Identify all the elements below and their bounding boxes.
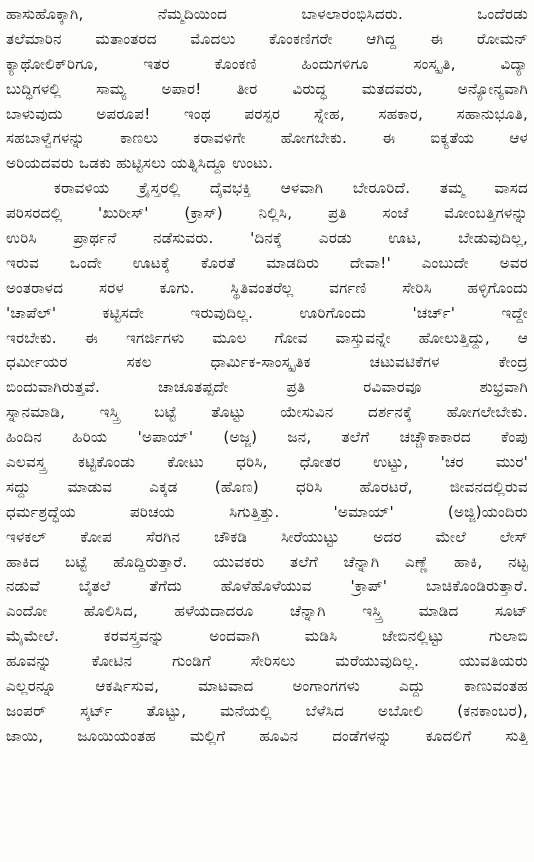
paragraph-2-line-1: ಕರಾವಳಿಯ ಕ್ರೈಸ್ತರಲ್ಲಿ ದೈವಭಕ್ತಿ ಆಳವಾಗಿ ಬೇರೂರಿದೆ. ತಮ್ಮ ವಾಸದ [54,179,528,198]
paragraph-1-line-7: ಅರಿಯದವರು ಒಡಕು ಹುಟ್ಟಿಸಲು ಯತ್ನಿಸಿದ್ದೂ ಉಂಟು. [6,154,274,173]
paragraph-2-line-15: ಇಳಕಲ್ ಕೋಪ ಸೆರಗಿನ ಚೌಕಡಿ ಸೀರೆಯುಟ್ಟು ಅದರ ಮೇಲೆ ಲೇಸ್ [6,527,528,546]
paragraph-1-line-3: ಕ್ಯಾಥೋಲಿಕ್‌ರಿಗೂ, ಇತರ ಕೊಂಕಣಿ ಹಿಂದುಗಳಿಗೂ ಸಂಸ್ಕೃತಿ, ವಿದ್ಯಾ [6,54,528,73]
paragraph-1-line-2: ತಲೆಮಾರಿನ ಮತಾಂತರದ ಮೊದಲು ಕೊಂಕಣಿಗರೇ ಆಗಿದ್ದ ಈ ರೋಮನ್ [6,29,528,48]
paragraph-2-line-20: ಹೂವನ್ನು ಕೋಟಿನ ಗುಂಡಿಗೆ ಸೇರಿಸಲು ಮರೆಯುವುದಿಲ್ಲ. ಯುವತಿಯರು [6,652,528,671]
paragraph-1-line-4: ಬುದ್ಧಿಗಳಲ್ಲಿ ಸಾಮ್ಯ ಅಪಾರ! ತೀರ ವಿರುದ್ಧ ಮತದವರು, ಅನ್ಯೋನ್ಯವಾಗಿ [6,79,528,98]
paragraph-2-line-19: ಮೈಮೇಲೆ. ಕರವಸ್ತ್ರವನ್ನು ಅಂದವಾಗಿ ಮಡಿಸಿ ಜೇಬಿನಲ್ಲಿಟ್ಟು ಗುಲಾಬಿ [6,627,528,646]
paragraph-1-line-6: ಸಹಬಾಳ್ವೆಗಳನ್ನು ಕಾಣಲು ಕರಾವಳಿಗೇ ಹೋಗಬೇಕು. ಈ ಐಕ್ಯತೆಯ ಆಳ [6,129,528,148]
paragraph-2-line-22: ಜಂಪರ್ ಸ್ಕರ್ಟ್ ತೊಟ್ಟು, ಮನೆಯಲ್ಲಿ ಬೆಳೆಸಿದ ಅಬೋಲಿ (ಕನಕಾಂಬರ), [6,701,528,720]
paragraph-1-line-5: ಬಾಳುವುದು ಅಪರೂಪ! ಇಂಥ ಪರಸ್ಪರ ಸ್ನೇಹ, ಸಹಕಾರ, ಸಹಾನುಭೂತಿ, [6,104,528,123]
paragraph-2-line-11: ಹಿಂದಿನ ಹಿರಿಯ 'ಅಪಾಯ್' (ಅಜ್ಜ) ಜನ, ತಲೆಗೆ ಚಚ್ಚೌಕಾಕಾರದ ಕೆಂಪು [6,428,528,447]
paragraph-2-line-10: ಸ್ನಾನಮಾಡಿ, ಇಸ್ತ್ರಿ ಬಟ್ಟೆ ತೊಟ್ಟು ಯೇಸುವಿನ ದರ್ಶನಕ್ಕೆ ಹೋಗಲೇಬೇಕು. [6,403,528,422]
paragraph-2-line-8: ಧರ್ಮೀಯರ ಸಕಲ ಧಾರ್ಮಿಕ-ಸಾಂಸ್ಕೃತಿಕ ಚಟುವಟಿಕೆಗಳ ಕೇಂದ್ರ [6,353,528,372]
body-text [6,2,528,749]
paragraph-2-line-2: ಪರಿಸರದಲ್ಲಿ 'ಖುರೀಸ್' (ಕ್ರಾಸ್) ನಿಲ್ಲಿಸಿ, ಪ್ರತಿ ಸಂಜೆ ಮೋಂಬತ್ತಿಗಳನ್ನು [6,204,528,223]
paragraph-2-line-23: ಜಾಯಿ, ಜೂಯಿಯಂತಹ ಮಲ್ಲಿಗೆ ಹೂವಿನ ದಂಡೆಗಳನ್ನು ಕೂದಲಿಗೆ ಸುತ್ತಿ [6,726,528,745]
paragraph-2-line-21: ಎಲ್ಲರನ್ನೂ ಆಕರ್ಷಿಸುವ, ಮಾಟವಾದ ಅಂಗಾಂಗಗಳು ಎದ್ದು ಕಾಣುವಂತಹ [6,677,528,696]
paragraph-2-line-18: ಎಂದೋ ಹೊಲಿಸಿದ, ಹಳೆಯದಾದರೂ ಚೆನ್ನಾಗಿ ಇಸ್ತ್ರಿ ಮಾಡಿದ ಸೂಟ್ [6,602,528,621]
paragraph-2-line-5: ಅಂತರಾಳದ ಸರಳ ಕೂಗು. ಸ್ಥಿತಿವಂತರೆಲ್ಲ ವರ್ಗಣಿ ಸೇರಿಸಿ ಹಳ್ಳಿಗೊಂದು [6,278,528,297]
paragraph-2-line-13: ಸದ್ದು ಮಾಡುವ ಎಕ್ಕಡ (ಹೊಣ) ಧರಿಸಿ ಹೊರಟರೆ, ಜೀವನದಲ್ಲಿರುವ [6,477,528,496]
paragraph-2-line-6: 'ಚಾಪೆಲ್' ಕಟ್ಟಿಸದೇ ಇರುವುದಿಲ್ಲ. ಊರಿಗೊಂದು 'ಚರ್ಚ್' ಇದ್ದೇ [6,303,528,322]
paragraph-2-line-12: ಎಲವಸ್ತ್ರ ಕಟ್ಟಿಕೊಂಡು ಕೋಟು ಧರಿಸಿ, ಧೋತರ ಉಟ್ಟು, 'ಚರ ಮುರ' [6,453,528,472]
paragraph-2-line-16: ಹಾಕಿದ ಬಟ್ಟೆ ಹೊದ್ದಿರುತ್ತಾರೆ. ಯುವಕರು ತಲೆಗೆ ಚೆನ್ನಾಗಿ ಎಣ್ಣೆ ಹಾಕಿ, ನಟ್ಟ [6,552,528,571]
paragraph-2-line-3: ಉರಿಸಿ ಪ್ರಾರ್ಥನೆ ನಡೆಸುವರು. 'ದಿನಕ್ಕೆ ಎರಡು ಊಟ, ಬೇಡುವುದಿಲ್ಲ, [6,229,528,248]
paragraph-2-line-7: ಇರಬೇಕು. ಈ ಇಗರ್ಜಿಗಳು ಮೂಲ ಗೋವ ವಾಸ್ತುವನ್ನೇ ಹೋಲುತ್ತಿದ್ದು, ಆ [6,328,528,347]
paragraph-2-line-9: ಬಿಂದುವಾಗಿರುತ್ತವೆ. ಚಾಚೂತಪ್ಪದೇ ಪ್ರತಿ ರವಿವಾರವೂ ಶುಭ್ರವಾಗಿ [6,378,528,397]
paragraph-2-line-17: ನಡುವೆ ಬೈತಲೆ ತೆಗೆದು ಹೊಳೆಹೊಳೆಯುವ 'ಕ್ರಾಪ್' ಬಾಚಿಕೊಂಡಿರುತ್ತಾರೆ. [6,577,528,596]
paragraph-2-line-4: ಇರುವ ಒಂದೇ ಊಟಕ್ಕೆ ಕೊರತೆ ಮಾಡದಿರು ದೇವಾ!' ಎಂಬುದೇ ಅವರ [6,253,528,272]
paragraph-2-line-14: ಧರ್ಮಶ್ರದ್ಧೆಯ ಪರಿಚಯ ಸಿಗುತ್ತಿತ್ತು. 'ಅಮಾಯ್' (ಅಜ್ಜಿ)ಯಂದಿರು [6,502,528,521]
paragraph-1-line-1: ಹಾಸುಹೊಕ್ಕಾಗಿ, ನೆಮ್ಮದಿಯಿಂದ ಬಾಳಲಾರಂಭಿಸಿದರು. ಒಂದೆರಡು [6,5,528,23]
